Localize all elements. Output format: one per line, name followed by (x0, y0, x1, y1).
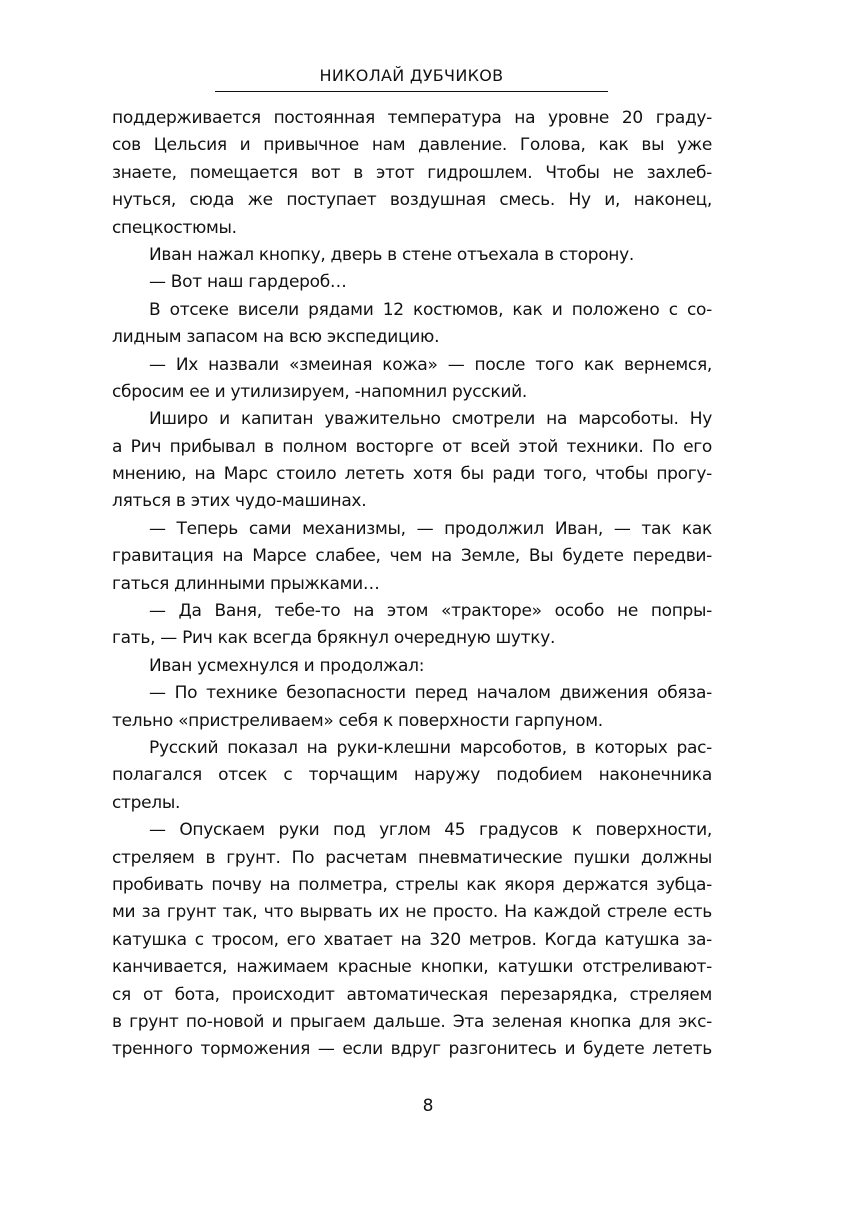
text-line: лидным запасом на всю экспедицию. (112, 327, 440, 348)
text-line: пробивать почву на полметра, стрелы как якоря держатся зубца- (112, 874, 712, 895)
text-line: — Теперь сами механизмы, — продолжил Иван, — так как (149, 518, 712, 539)
body-text (112, 105, 712, 1064)
text-line: в грунт по-новой и прыгаем дальше. Эта зеленая кнопка для экс- (112, 1011, 712, 1032)
text-line: Иширо и капитан уважительно смотрели на марсоботы. Ну (149, 409, 712, 430)
text-line: В отсеке висели рядами 12 костюмов, как и положено с со- (149, 299, 712, 320)
page-number: 8 (422, 1096, 434, 1116)
text-line: катушка с тросом, его хватает на 320 метров. Когда катушка за- (112, 929, 712, 950)
text-line: канчивается, нажимаем красные кнопки, катушки отстреливают- (112, 957, 712, 978)
text-line: нуться, сюда же поступает воздушная смесь. Ну и, наконец, (112, 190, 712, 211)
text-line: ляться в этих чудо-машинах. (112, 491, 367, 512)
text-line: — По технике безопасности перед началом движения обяза- (149, 683, 712, 704)
text-line: Иван усмехнулся и продолжал: (149, 655, 425, 676)
text-line: стрелы. (112, 792, 181, 813)
text-line: поддерживается постоянная температура на уровне 20 граду- (112, 108, 712, 128)
text-line: стреляем в грунт. По расчетам пневматические пушки должны (112, 847, 712, 868)
text-line: мнению, на Марс стоило лететь хотя бы ради того, чтобы прогу- (112, 464, 712, 485)
text-line: — Их назвали «змеиная кожа» — после того как вернемся, (149, 354, 712, 375)
text-line: — Да Ваня, тебе-то на этом «тракторе» особо не попры- (149, 601, 712, 622)
text-line: ми за грунт так, что вырвать их не просто. На каждой стреле есть (112, 902, 712, 923)
text-line: сов Цельсия и привычное нам давление. Голова, как вы уже (112, 135, 712, 156)
text-line: Иван нажал кнопку, дверь в стене отъехала в сторону. (149, 244, 634, 265)
text-line: тельно «пристреливаем» себя к поверхности гарпуном. (112, 710, 603, 731)
text-line: Русский показал на руки-клешни марсоботов, в которых рас- (149, 737, 712, 758)
text-line: тренного торможения — если вдруг разгонитесь и будете лететь (112, 1039, 712, 1060)
text-line: гать, — Рич как всегда брякнул очередную шутку. (112, 628, 556, 649)
text-line: — Опускаем руки под углом 45 градусов к поверхности, (149, 820, 712, 841)
text-line: полагался отсек с торчащим наружу подобием наконечника (112, 765, 712, 786)
running-header: НИКОЛАЙ ДУБЧИКОВ (319, 66, 504, 85)
text-line: гаться длинными прыжками… (112, 573, 380, 594)
text-line: спецкостюмы. (112, 217, 237, 238)
text-line: гравитация на Марсе слабее, чем на Земле, Вы будете передви- (112, 546, 712, 567)
text-line: а Рич прибывал в полном восторге от всей этой техники. По его (112, 436, 712, 457)
text-line: — Вот наш гардероб… (149, 272, 347, 293)
header-rule (215, 91, 608, 92)
text-line: сбросим ее и утилизируем, -напомнил русский. (112, 381, 527, 402)
text-line: знаете, помещается вот в этот гидрошлем. Чтобы не захлеб- (112, 162, 712, 183)
text-line: ся от бота, происходит автоматическая перезарядка, стреляем (112, 984, 712, 1005)
